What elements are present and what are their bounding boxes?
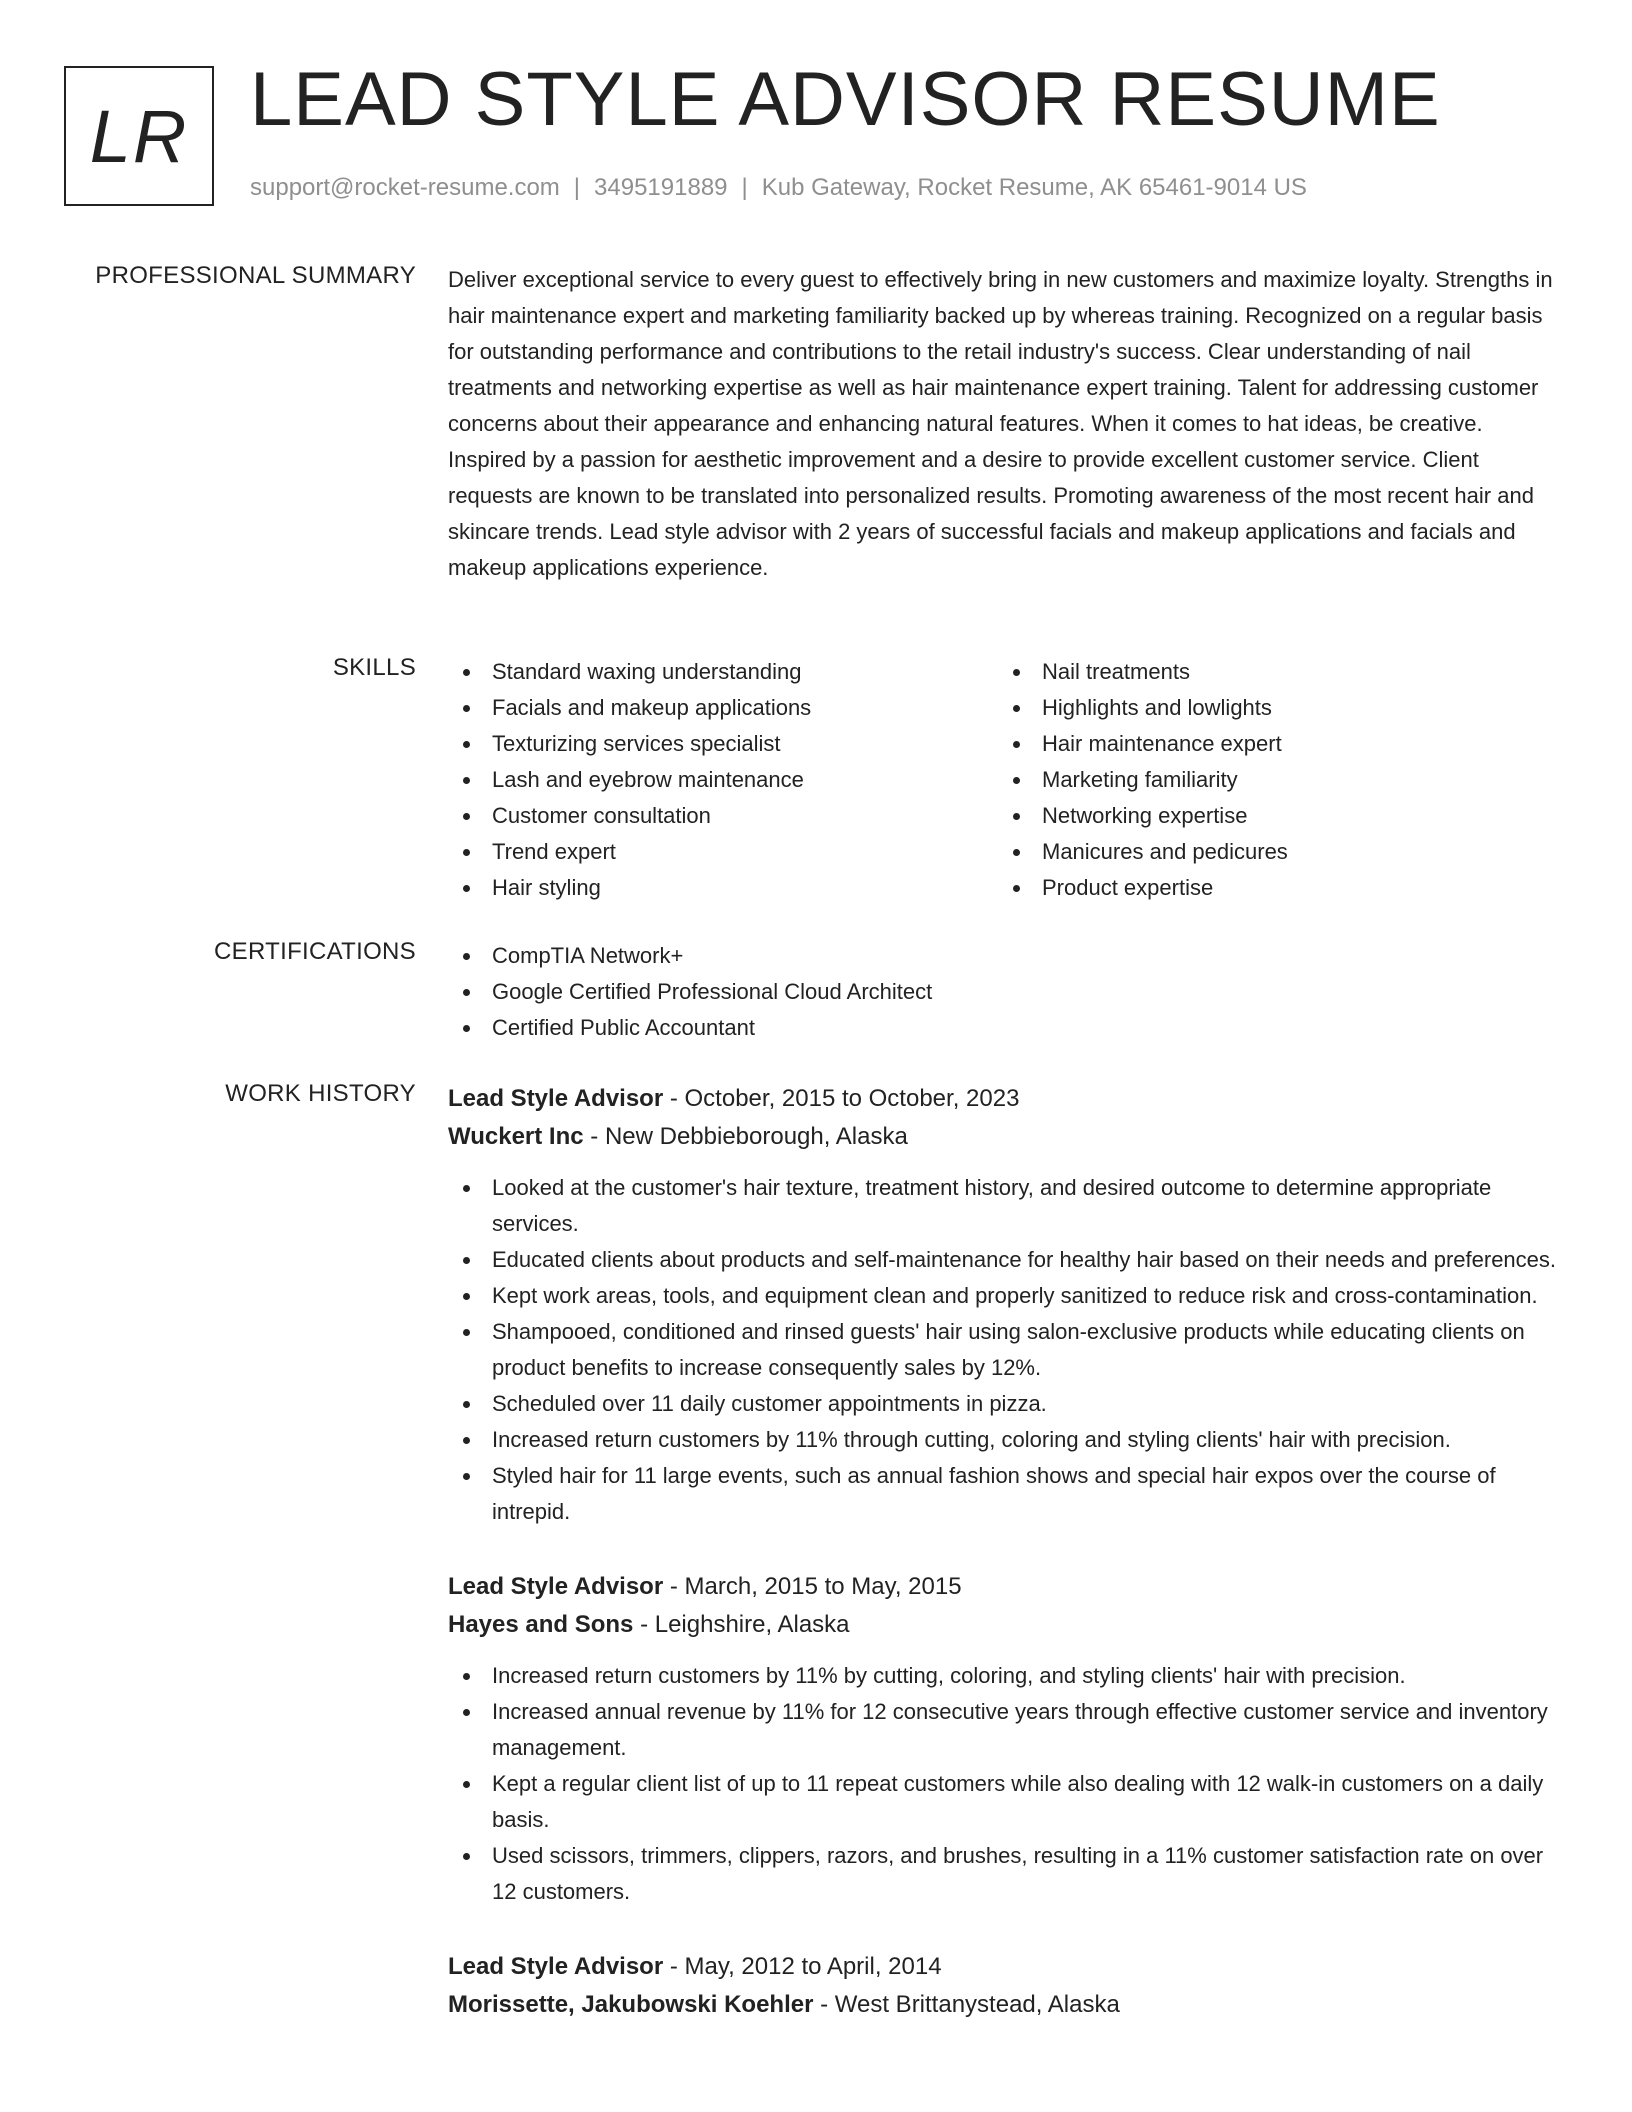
job-entry — [448, 1080, 1566, 1530]
certification-item: CompTIA Network+ — [448, 938, 1566, 974]
skill-item: Hair maintenance expert — [998, 726, 1548, 762]
contact-separator: | — [573, 174, 581, 201]
work-history-heading: WORK HISTORY — [225, 1080, 416, 1107]
job-bullet: Increased return customers by 11% through cutting, coloring and styling clients' hair with precision. — [448, 1422, 1566, 1458]
skills-heading: SKILLS — [332, 654, 416, 681]
skill-item: Trend expert — [448, 834, 998, 870]
skill-item: Hair styling — [448, 870, 998, 906]
summary-text: Deliver exceptional service to every guest to effectively bring in new customers and maximize loyalty. Strengths in hair maintenance expert and marketing familiarity backed up by whereas training. Recognized on a regular basis for outstanding performance and contributions to the retail industry's success. Clear understanding of nail treatments and networking expertise as well as hair maintenance expert training. Talent for addressing customer concerns about their appearance and enhancing natural features. When it comes to hat ideas, be creative. Inspired by a passion for aesthetic improvement and a desire to provide excellent customer service. Client requests are known to be translated into personalized results. Promoting awareness of the most recent hair and skincare trends. Lead style advisor with 2 years of successful facials and makeup applications and facials and makeup applications experience. — [448, 267, 1553, 580]
skills-list-right — [998, 654, 1548, 906]
job-entry — [448, 1948, 1566, 2024]
job-bullet: Educated clients about products and self-maintenance for healthy hair based on their needs and preferences. — [448, 1242, 1566, 1278]
job-company-line — [448, 1606, 1566, 1644]
job-title-line — [448, 1080, 1566, 1118]
skills-list-left — [448, 654, 998, 906]
job-company: Morissette, Jakubowski Koehler — [448, 1991, 814, 2018]
job-company-line — [448, 1118, 1566, 1156]
job-title: Lead Style Advisor — [448, 1953, 664, 1980]
contact-email: support@rocket-resume.com — [250, 174, 560, 201]
certifications-heading: CERTIFICATIONS — [214, 938, 416, 965]
skill-item: Manicures and pedicures — [998, 834, 1548, 870]
skill-item: Standard waxing understanding — [448, 654, 998, 690]
skill-item: Texturizing services specialist — [448, 726, 998, 762]
certification-item: Google Certified Professional Cloud Architect — [448, 974, 1566, 1010]
skill-item: Facials and makeup applications — [448, 690, 998, 726]
job-bullet: Used scissors, trimmers, clippers, razors, and brushes, resulting in a 11% customer satisfaction rate on over 12 customers. — [448, 1838, 1566, 1910]
job-company-line — [448, 1986, 1566, 2024]
job-bullet: Styled hair for 11 large events, such as annual fashion shows and special hair expos over the course of intrepid. — [448, 1458, 1566, 1530]
skill-item: Nail treatments — [998, 654, 1548, 690]
job-location: - New Debbieborough, Alaska — [583, 1123, 908, 1150]
monogram-logo: LR — [64, 66, 214, 206]
summary-heading: PROFESSIONAL SUMMARY — [95, 262, 416, 289]
job-title-line — [448, 1568, 1566, 1606]
job-bullet: Kept a regular client list of up to 11 repeat customers while also dealing with 12 walk-in customers on a daily basis. — [448, 1766, 1566, 1838]
job-company: Hayes and Sons — [448, 1611, 634, 1638]
skills-body — [448, 654, 1566, 906]
job-title: Lead Style Advisor — [448, 1573, 664, 1600]
job-entry — [448, 1568, 1566, 1910]
skill-item: Product expertise — [998, 870, 1548, 906]
skill-item: Highlights and lowlights — [998, 690, 1548, 726]
job-title-line — [448, 1948, 1566, 1986]
job-bullet: Increased annual revenue by 11% for 12 consecutive years through effective customer service and inventory management. — [448, 1694, 1566, 1766]
job-bullet: Shampooed, conditioned and rinsed guests' hair using salon-exclusive products while educating clients on product benefits to increase consequently sales by 12%. — [448, 1314, 1566, 1386]
job-company: Wuckert Inc — [448, 1123, 584, 1150]
job-bullet: Kept work areas, tools, and equipment clean and properly sanitized to reduce risk and cross-contamination. — [448, 1278, 1566, 1314]
certification-item: Certified Public Accountant — [448, 1010, 1566, 1046]
job-location: - Leighshire, Alaska — [633, 1611, 850, 1638]
skill-item: Lash and eyebrow maintenance — [448, 762, 998, 798]
certifications-list — [448, 938, 1566, 1046]
contact-address: Kub Gateway, Rocket Resume, AK 65461-9014 US — [761, 174, 1307, 201]
job-dates: - March, 2015 to May, 2015 — [663, 1573, 962, 1600]
contact-line — [250, 174, 1307, 202]
job-bullets — [448, 1170, 1566, 1530]
resume-title: LEAD STYLE ADVISOR RESUME — [250, 57, 1441, 142]
skill-item: Marketing familiarity — [998, 762, 1548, 798]
work-history-body — [448, 1080, 1566, 2062]
skill-item: Customer consultation — [448, 798, 998, 834]
job-title: Lead Style Advisor — [448, 1085, 664, 1112]
skill-item: Networking expertise — [998, 798, 1548, 834]
job-bullet: Scheduled over 11 daily customer appointments in pizza. — [448, 1386, 1566, 1422]
certifications-body — [448, 938, 1566, 1046]
job-dates: - October, 2015 to October, 2023 — [663, 1085, 1020, 1112]
job-bullets — [448, 1658, 1566, 1910]
job-bullet: Looked at the customer's hair texture, treatment history, and desired outcome to determine appropriate services. — [448, 1170, 1566, 1242]
job-dates: - May, 2012 to April, 2014 — [663, 1953, 942, 1980]
contact-separator: | — [741, 174, 748, 201]
job-bullet: Increased return customers by 11% by cutting, coloring, and styling clients' hair with precision. — [448, 1658, 1566, 1694]
contact-phone: 3495191889 — [594, 174, 728, 201]
summary-body — [448, 262, 1566, 586]
job-location: - West Brittanystead, Alaska — [813, 1991, 1120, 2018]
